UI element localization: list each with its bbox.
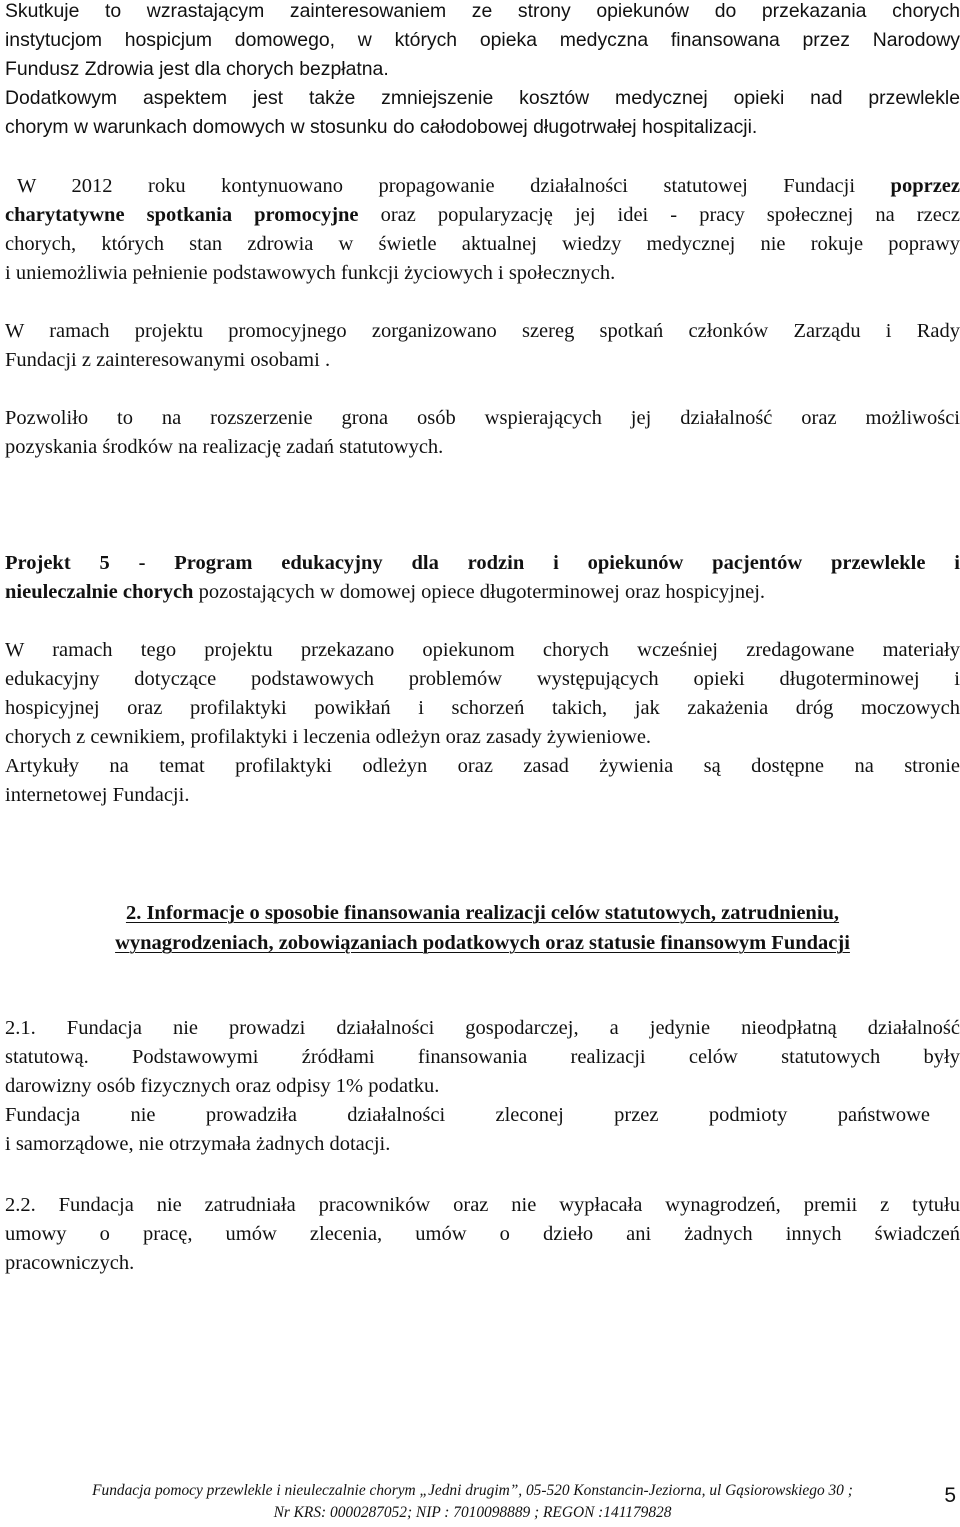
paragraph-supporters (5, 404, 960, 462)
footer-address: Fundacja pomocy przewlekle i nieuleczalnie chorym „Jedni drugim”, 05-520 Konstancin-Jeziorna, ul Gąsiorowskiego 30 ; (92, 1482, 853, 1499)
paragraph-line: chorych z cewnikiem, profilaktyki i leczenia odleżyn oraz zasady żywieniowe. (5, 726, 652, 748)
paragraph-line: Pozwoliło to na rozszerzenie grona osób wspierających jej działalność oraz możliwości (5, 407, 960, 429)
section-heading-line (5, 928, 960, 958)
bold-phrase: charytatywne spotkania promocyjne (5, 204, 359, 226)
paragraph-line: umowy o pracę, umów zlecenia, umów o dzieło ani żadnych innych świadczeń (5, 1223, 960, 1245)
paragraph-line: Artykuły na temat profilaktyki odleżyn oraz zasad żywienia są dostępne na stronie (5, 755, 960, 777)
paragraph-line: 2.2. Fundacja nie zatrudniała pracowników oraz nie wypłacała wynagrodzeń, premii z tytułu (5, 1194, 960, 1216)
paragraph-line: W ramach projektu promocyjnego zorganizowano szereg spotkań członków Zarządu i Rady (5, 320, 960, 342)
intro-line: chorym w warunkach domowych w stosunku do całodobowej długotrwałej hospitalizacji. (5, 116, 758, 138)
section-heading-line (5, 898, 960, 928)
paragraph-line: pracowniczych. (5, 1252, 135, 1274)
intro-line: Skutkuje to wzrastającym zainteresowaniem ze strony opiekunów do przekazania chorych (5, 0, 960, 22)
paragraph-educational-materials (5, 636, 960, 810)
paragraph-text: W 2012 roku kontynuowano propagowanie działalności statutowej Fundacji (17, 175, 856, 197)
section-heading-text: wynagrodzeniach, zobowiązaniach podatkowych oraz statusie finansowym Fundacji (115, 932, 850, 954)
subsection-2-1 (5, 1014, 960, 1159)
section-2-heading (5, 898, 960, 958)
intro-line: Dodatkowym aspektem jest także zmniejszenie kosztów medycznej opieki nad przewlekle (5, 87, 960, 109)
project-title-line (5, 578, 960, 607)
paragraph-line: statutową. Podstawowymi źródłami finansowania realizacji celów statutowych były (5, 1046, 960, 1068)
paragraph-text: oraz popularyzację jej idei - pracy społecznej na rzecz (380, 204, 960, 226)
intro-paragraph (5, 0, 960, 142)
paragraph-line: chorych, których stan zdrowia w świetle aktualnej wiedzy medycznej nie rokuje poprawy (5, 233, 960, 255)
section-heading-text: 2. Informacje o sposobie finansowania realizacji celów statutowych, zatrudnieniu, (125, 902, 840, 924)
paragraph-line: 2.1. Fundacja nie prowadzi działalności gospodarczej, a jedynie nieodpłatną działalność (5, 1017, 960, 1039)
paragraph-line: Fundacji z zainteresowanymi osobami . (5, 349, 331, 371)
subsection-2-2 (5, 1191, 960, 1278)
intro-line: Fundusz Zdrowia jest dla chorych bezpłatna. (5, 58, 389, 80)
paragraph-line (5, 172, 960, 201)
intro-line: instytucjom hospicjum domowego, w których opieka medyczna finansowana przez Narodowy (5, 29, 960, 51)
paragraph-line: edukacyjny dotyczące podstawowych problemów występujących opieki długoterminowej i (5, 668, 960, 690)
project-title-line (5, 549, 960, 578)
project-description: pozostających w domowej opiece długoterminowej oraz hospicyjnej. (198, 581, 766, 603)
paragraph-line: hospicyjnej oraz profilaktyki powikłań i schorzeń takich, jak zakażenia dróg moczowych (5, 697, 960, 719)
page-footer (5, 1480, 940, 1524)
project-title: Projekt 5 - Program edukacyjny dla rodzin i opiekunów pacjentów przewlekle i (5, 552, 960, 574)
paragraph-line: i uniemożliwia pełnienie podstawowych funkcji życiowych i społecznych. (5, 262, 616, 284)
footer-registration: Nr KRS: 0000287052; NIP : 7010098889 ; REGON :141179828 (273, 1504, 672, 1521)
paragraph-2012-activities (5, 172, 960, 288)
document-page (5, 0, 960, 1527)
project-5-heading (5, 549, 960, 607)
paragraph-line: darowizny osób fizycznych oraz odpisy 1% podatku. (5, 1075, 440, 1097)
paragraph-meetings (5, 317, 960, 375)
paragraph-line (5, 201, 960, 230)
paragraph-line: internetowej Fundacji. (5, 784, 190, 806)
project-title: nieuleczalnie chorych (5, 581, 194, 603)
paragraph-line: W ramach tego projektu przekazano opiekunom chorych wcześniej zredagowane materiały (5, 639, 960, 661)
paragraph-line: i samorządowe, nie otrzymała żadnych dotacji. (5, 1133, 391, 1155)
bold-phrase: poprzez (890, 175, 960, 197)
paragraph-line: pozyskania środków na realizację zadań statutowych. (5, 436, 444, 458)
page-number: 5 (944, 1484, 956, 1507)
paragraph-line: Fundacja nie prowadziła działalności zleconej przez podmioty państwowe (5, 1104, 930, 1126)
